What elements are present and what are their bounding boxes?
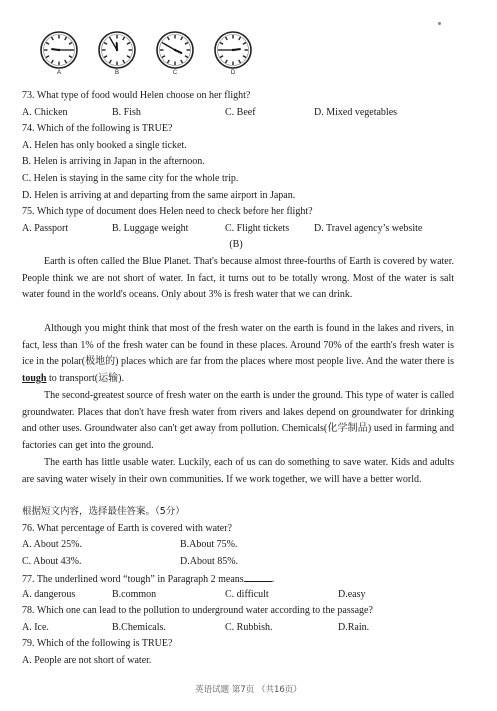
clock-d [212,30,254,80]
clock-c-label: C [172,70,178,76]
q78-option-c[interactable]: C. Rubbish. [225,622,273,633]
q73-option-b[interactable]: B. Fish [112,107,141,118]
q76-option-b[interactable]: B.About 75%. [180,539,238,550]
passage-paragraph-4: The earth has little usable water. Luckily, each of us can do something to save water. Kids and adults are saving water wisely in their own communities. If we work together, we will have a better world. [22,457,454,485]
q76-option-d[interactable]: D.About 85%. [180,556,239,567]
clock-a-label: A [56,70,61,76]
q78-stem: 78. Which one can lead to the pollution to underground water according to the passage? [22,605,373,616]
q75-option-d[interactable]: D. Travel agency’s website [314,223,423,234]
passage-paragraph-3: The second-greatest source of fresh water on the earth is under the ground. This type of water is called groundwater. Places that don't have fresh water from rivers and lakes depend on groundwater for drinking and other uses. Groundwater also can't get away from pollution. Chemicals(化学制品) used in farming and factories can get into the ground. [22,390,454,451]
clock-center [232,49,234,51]
clock-d-icon [212,30,254,70]
clock-options [38,30,258,80]
q77-option-b[interactable]: B.common [112,589,157,600]
passage-paragraph-2 [22,321,454,387]
q73-stem: 73. What type of food would Helen choose on her flight? [22,90,251,101]
clock-center [58,49,60,51]
answer-blank [244,572,272,582]
clock-center [174,49,176,51]
clock-a [38,30,80,80]
q77-stem [22,572,274,586]
q73-option-d[interactable]: D. Mixed vegetables [314,107,398,118]
clock-d-label: D [230,70,236,76]
clock-b-icon [96,30,138,70]
q77-option-c[interactable]: C. difficult [225,589,269,600]
q74-option-b[interactable]: B. Helen is arriving in Japan in the afternoon. [22,156,205,167]
q79-stem: 79. Which of the following is TRUE? [22,638,173,649]
scan-dot [438,22,441,25]
clock-c-icon [154,30,196,70]
q75-option-c[interactable]: C. Flight tickets [225,223,290,234]
q77-option-d[interactable]: D.easy [338,589,366,600]
clock-b-label: B [114,70,119,76]
section-heading: (B) [229,239,243,250]
q73-option-a[interactable]: A. Chicken [22,107,68,118]
q76-option-a[interactable]: A. About 25%. [22,539,82,550]
q77-stem-text: 77. The underlined word “tough” in Paragraph 2 means [22,574,244,585]
q78-option-b[interactable]: B.Chemicals. [112,622,166,633]
q76-stem: 76. What percentage of Earth is covered with water? [22,523,232,534]
q75-option-a[interactable]: A. Passport [22,223,69,234]
passage-paragraph-2-text-b: to transport(运输). [46,372,124,384]
clock-c [154,30,196,80]
q76-option-c[interactable]: C. About 43%. [22,556,82,567]
page-footer: 英语试题 第7页 （共16页） [195,685,302,695]
clock-center [116,49,118,51]
q78-option-a[interactable]: A. Ice. [22,622,49,633]
clock-b [96,30,138,80]
q79-option-a[interactable]: A. People are not short of water. [22,655,152,666]
passage-paragraph-2-text-a: Although you might think that most of the fresh water on the earth is found in the lakes and rivers, in fact, less than 1% of the fresh water can be found in these places. Around 70% of the earth's fresh water is ice in the polar(极地的) places which are far from the places where most people live. And the water there is [22,323,454,368]
passage-paragraph-1: Earth is often called the Blue Planet. That's because almost three-fourths of Earth is covered by water. People think we are not short of water. In fact, it turns out to be totally wrong. Most of the water is salt water found in the world's oceans. Only about 3% is fresh water that we can drink. [22,256,454,301]
q78-option-d[interactable]: D.Rain. [338,622,370,633]
clock-a-icon [38,30,80,70]
q74-option-a[interactable]: A. Helen has only booked a single ticket. [22,140,187,151]
q74-option-d[interactable]: D. Helen is arriving at and departing from the same airport in Japan. [22,190,296,201]
q77-option-a[interactable]: A. dangerous [22,589,76,600]
q75-option-b[interactable]: B. Luggage weight [112,223,189,234]
q74-stem: 74. Which of the following is TRUE? [22,123,173,134]
underlined-word: tough [22,372,47,384]
q74-option-c[interactable]: C. Helen is staying in the same city for the whole trip. [22,173,239,184]
q73-option-c[interactable]: C. Beef [225,107,256,118]
instruction: 根据短文内容，选择最佳答案。（5分） [22,506,185,517]
q77-stem-end: . [271,574,275,585]
q75-stem: 75. Which type of document does Helen need to check before her flight? [22,206,313,217]
